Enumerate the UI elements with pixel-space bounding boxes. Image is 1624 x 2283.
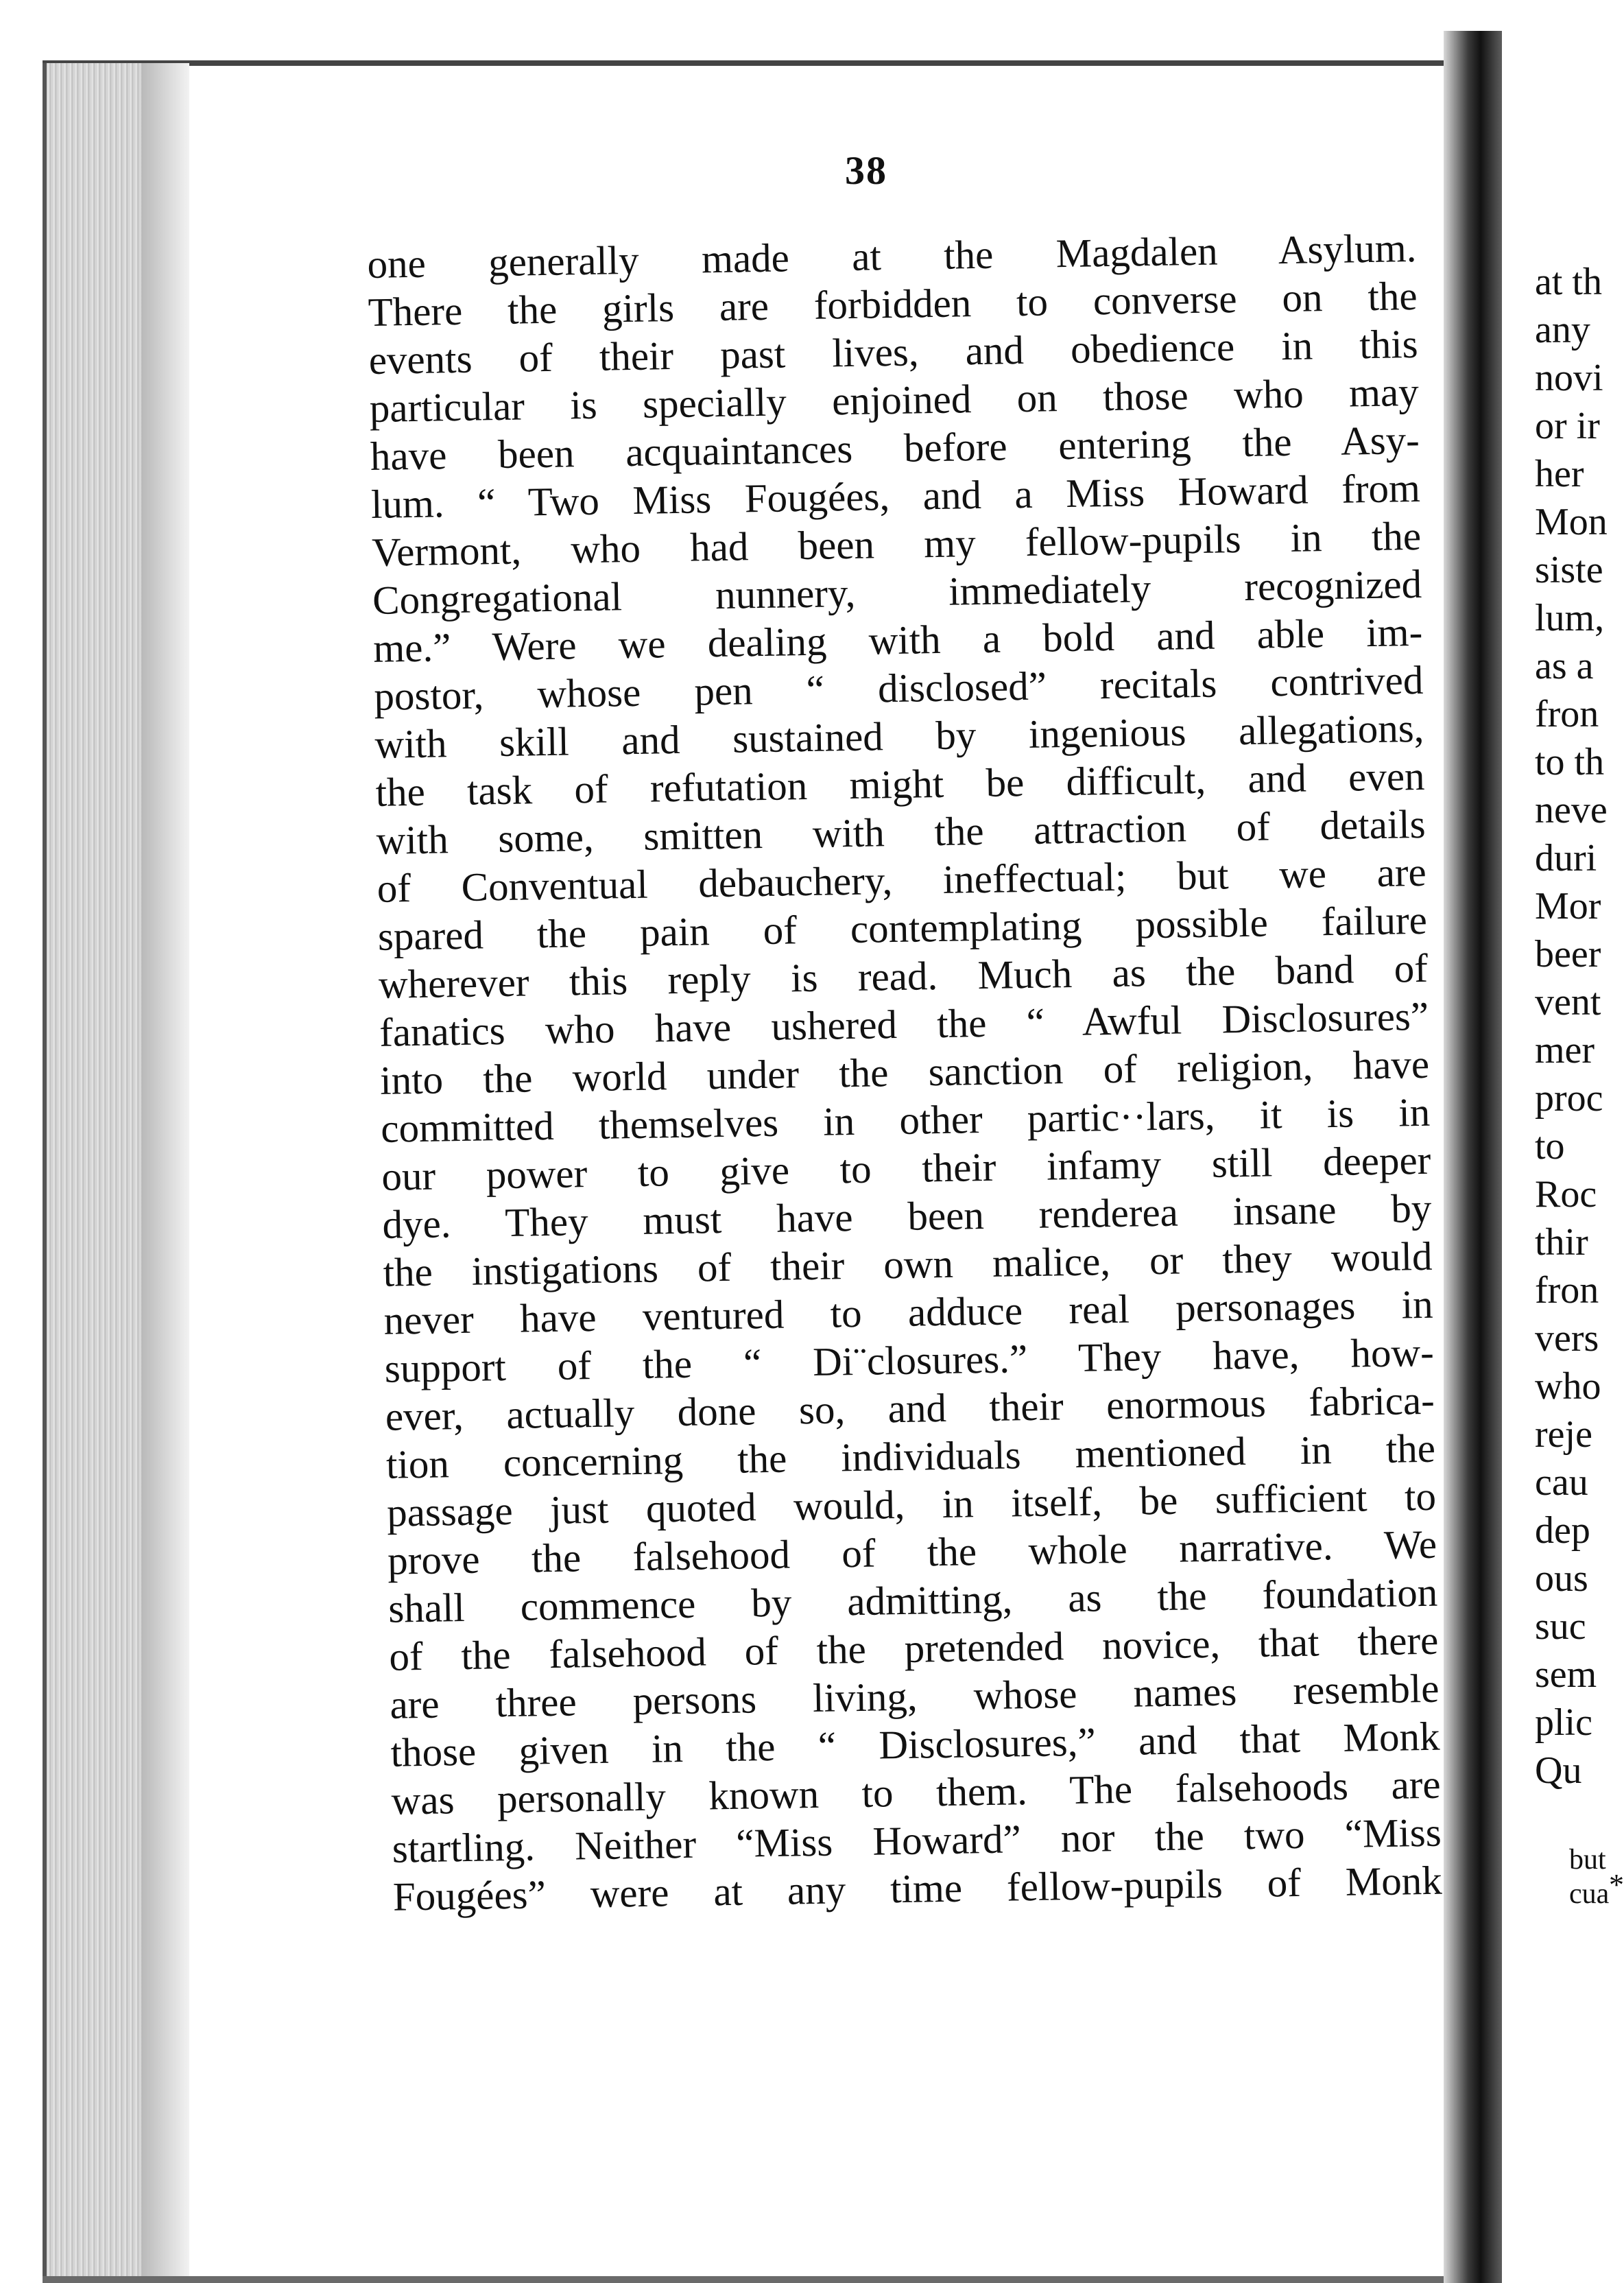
page-bottom-edge	[43, 2276, 1448, 2283]
facing-page-line: fron	[1535, 693, 1599, 735]
text-line: Vermont, who had been my fellow-pupils in the	[371, 512, 1422, 575]
text-line: startling. Neither “Miss Howard” nor the two “Miss	[392, 1809, 1442, 1871]
facing-page-line: suc	[1535, 1605, 1586, 1648]
facing-page-line: vers	[1535, 1317, 1599, 1360]
facing-page-line: fron	[1535, 1269, 1599, 1312]
text-line: with some, smitten with the attraction of details	[376, 801, 1426, 863]
text-line: events of their past lives, and obedience in this	[368, 320, 1419, 383]
facing-page-line: at th	[1535, 261, 1602, 303]
text-line: Fougées” were at any time fellow-pupils of Monk	[392, 1857, 1443, 1919]
text-line: never have ventured to adduce real personages in	[383, 1281, 1434, 1343]
facing-page-line: vent	[1535, 981, 1601, 1024]
facing-page-line: mer	[1535, 1029, 1595, 1072]
facing-page-line: proc	[1535, 1077, 1603, 1120]
facing-page-line: to	[1535, 1125, 1565, 1168]
page-number: 38	[845, 148, 887, 193]
facing-page-line: duri	[1535, 837, 1597, 879]
facing-page-line: beer	[1535, 933, 1601, 975]
page-top-edge	[43, 60, 1448, 66]
book-gutter	[1444, 31, 1505, 2283]
facing-page-line: cau	[1535, 1461, 1588, 1504]
facing-page-line: plic	[1535, 1701, 1592, 1744]
facing-page-line: reje	[1535, 1413, 1592, 1456]
text-line: have been acquaintances before entering the Asy-	[370, 416, 1420, 479]
text-line: me.” Were we dealing with a bold and able im-	[372, 608, 1423, 671]
facing-page-line: or ir	[1535, 405, 1600, 447]
footnote-gap	[1535, 1795, 1624, 1843]
text-line: passage just quoted would, in itself, be sufficient to	[386, 1473, 1437, 1535]
text-line: those given in the “ Disclosures,” and that Monk	[390, 1713, 1440, 1775]
text-line: dye. They must have been renderea insane by	[382, 1185, 1432, 1247]
footnote-line: cua	[1569, 1878, 1610, 1910]
text-line: wherever this reply is read. Much as the band of	[378, 945, 1429, 1007]
footnote-line: but	[1569, 1844, 1606, 1876]
facing-page-line: who	[1535, 1365, 1601, 1408]
text-line: There the girls are forbidden to converse on the	[368, 272, 1418, 335]
facing-page-line: siste	[1535, 549, 1603, 591]
text-line: are three persons living, whose names resemble	[390, 1665, 1440, 1727]
text-line: particular is specially enjoined on those who may	[369, 368, 1420, 431]
facing-page-line: thir	[1535, 1221, 1588, 1264]
text-line: ever, actually done so, and their enormous fabrica-	[385, 1377, 1435, 1439]
book-page-stack-edge	[43, 63, 150, 2276]
facing-page-line: Roc	[1535, 1173, 1597, 1216]
text-line: into the world under the sanction of religion, have	[379, 1041, 1430, 1103]
facing-page-line: Mor	[1535, 885, 1601, 927]
text-line: spared the pain of contemplating possible failure	[377, 897, 1428, 959]
facing-page-line: as a	[1535, 645, 1594, 687]
text-line: our power to give to their infamy still deeper	[381, 1137, 1431, 1199]
facing-page-text-fragment	[1535, 258, 1624, 1911]
text-line: tion concerning the individuals mentioned in the	[385, 1425, 1436, 1487]
facing-page-line: Mon	[1535, 501, 1608, 543]
text-line: fanatics who have ushered the “ Awful Disclosures”	[379, 993, 1429, 1055]
facing-page-line: ous	[1535, 1557, 1588, 1600]
text-line: the task of refutation might be difficult, and even	[375, 753, 1425, 815]
text-line: committed themselves in other partic··lars, it is in	[380, 1089, 1431, 1151]
text-line: was personally known to them. The falsehoods are	[391, 1761, 1442, 1823]
facing-page-line: novi	[1535, 357, 1603, 399]
text-line: support of the “ Di¨closures.” They have, how-	[384, 1329, 1435, 1391]
text-line: shall commence by admitting, as the foundation	[387, 1569, 1438, 1631]
facing-page-line: any	[1535, 309, 1590, 351]
text-line: postor, whose pen “ disclosed” recitals contrived	[373, 656, 1424, 719]
facing-page-line: to th	[1535, 741, 1605, 783]
text-line: one generally made at the Magdalen Asylum.	[367, 224, 1417, 287]
text-line: with skill and sustained by ingenious allegations,	[374, 705, 1424, 767]
facing-page-line: lum,	[1535, 597, 1605, 639]
text-line: prove the falsehood of the whole narrative. We	[387, 1521, 1437, 1583]
text-line: Congregational nunnery, immediately recognized	[372, 560, 1422, 623]
facing-page-line: her	[1535, 453, 1584, 495]
binding-shadow	[141, 63, 189, 2276]
facing-page-line: Qu	[1535, 1749, 1582, 1792]
body-text	[367, 224, 1442, 1921]
footnote-marker: *	[1609, 1868, 1624, 1902]
facing-page-line: dep	[1535, 1509, 1590, 1552]
facing-page-line: sem	[1535, 1653, 1597, 1696]
facing-page-line: neve	[1535, 789, 1608, 831]
text-line: of Conventual debauchery, ineffectual; but we are	[377, 849, 1427, 911]
text-line: of the falsehood of the pretended novice, that there	[388, 1617, 1439, 1679]
text-line: the instigations of their own malice, or they would	[383, 1233, 1433, 1295]
text-line: lum. “ Two Miss Fougées, and a Miss Howard from	[370, 464, 1421, 527]
